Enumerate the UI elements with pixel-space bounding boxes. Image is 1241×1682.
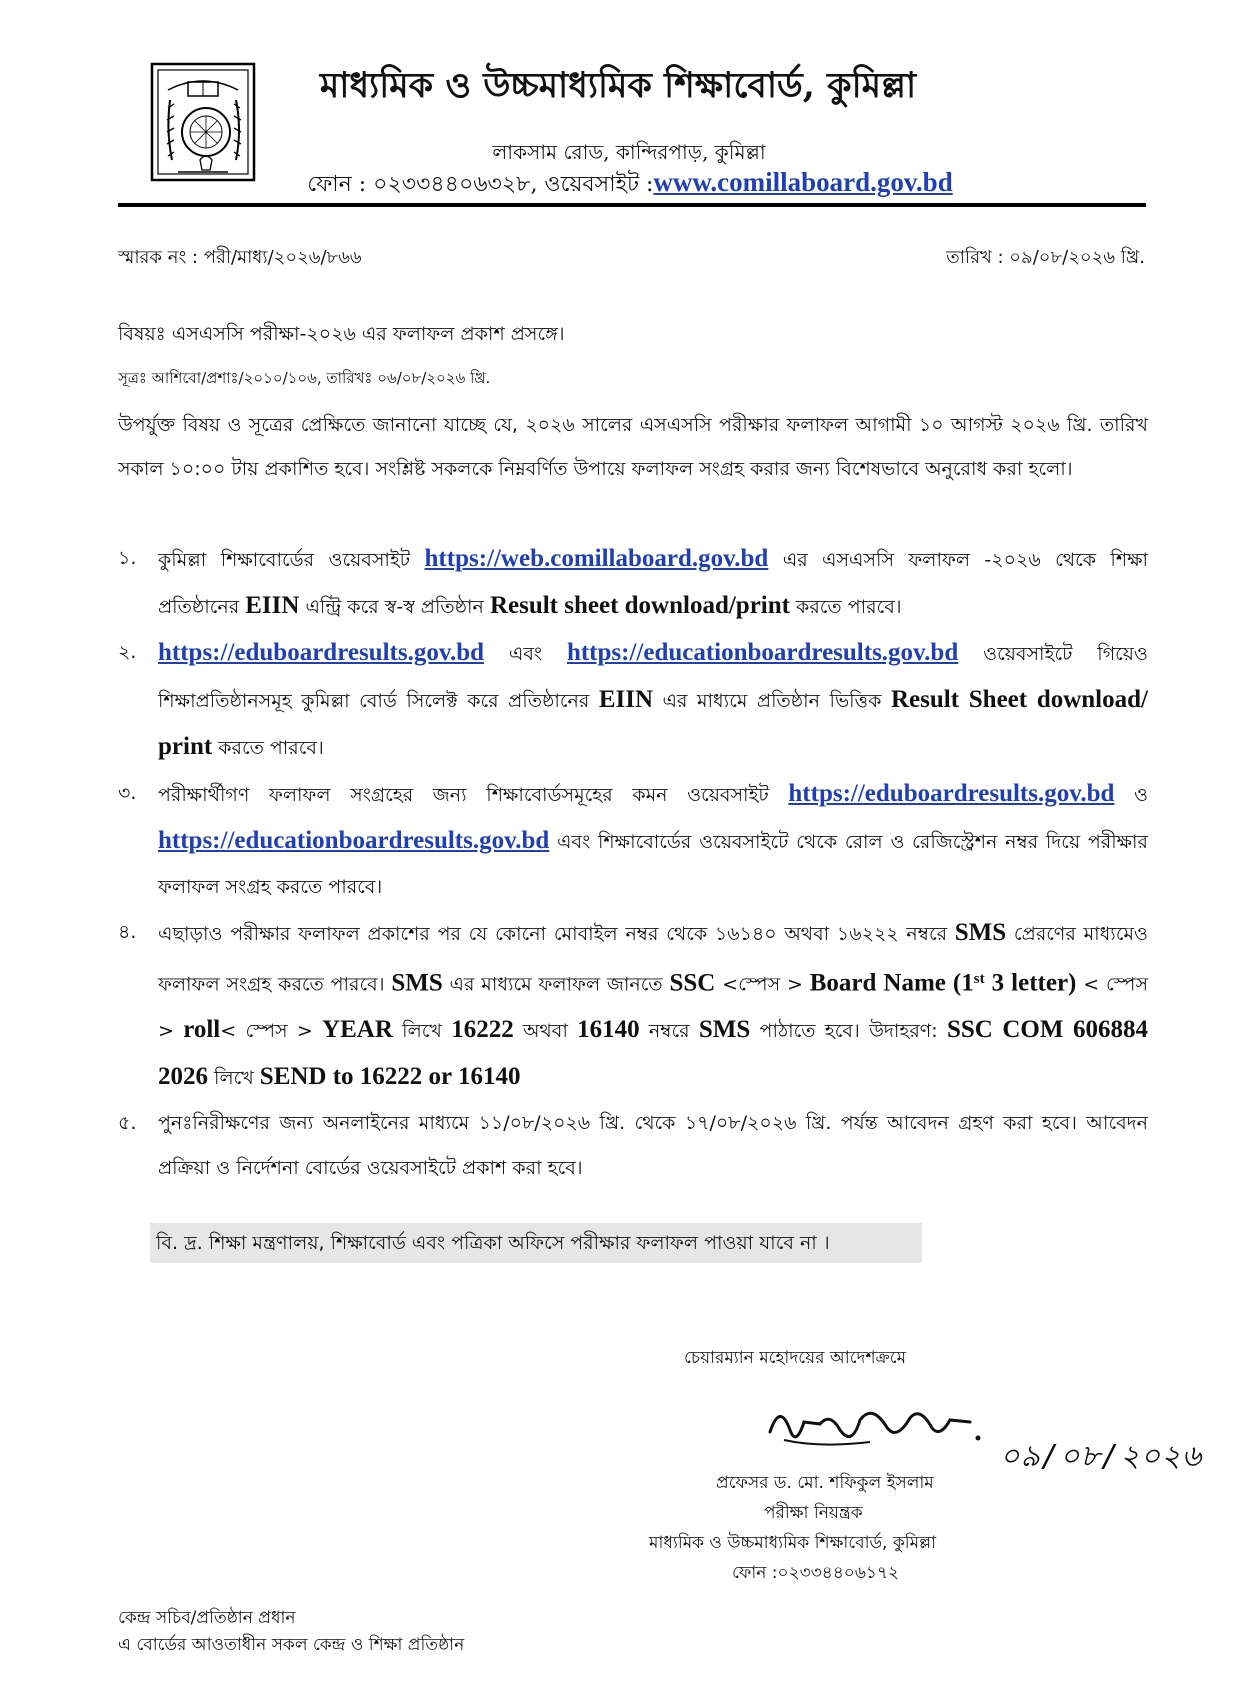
item-number: ২.: [118, 641, 137, 663]
memo-number: স্মারক নং : পরী/মাধ্য/২০২৬/৮৬৬: [118, 247, 362, 268]
list-item: [118, 1101, 1148, 1191]
board-seal-logo-icon: [148, 60, 258, 184]
item-number: ৫.: [118, 1112, 137, 1135]
signatory-organization: মাধ্যমিক ও উচ্চমাধ্যমিক শিক্ষাবোর্ড, কুমিল্লা: [649, 1533, 937, 1553]
item-text: করতে পারবে।: [789, 596, 902, 618]
item-text: প্রেরণের মাধ্যমেও ফলাফল সংগ্রহ করতে পারবে।: [158, 923, 1148, 996]
recipient-line: এ বোর্ডের আওতাধীন সকল কেন্দ্র ও শিক্ষা প্রতিষ্ঠান: [118, 1635, 465, 1655]
item-text: <স্পেস >: [715, 973, 810, 996]
phone-label: ফোন : ০২৩৩৪৪০৬৩২৮, ওয়েবসাইট :: [307, 172, 654, 197]
item-number: ৪.: [118, 921, 137, 943]
signatory-title: পরীক্ষা নিয়ন্ত্রক: [764, 1503, 863, 1523]
item-text: এছাড়াও পরীক্ষার ফলাফল প্রকাশের পর যে কোনো মোবাইল নম্বর থেকে ১৬১৪০ অথবা ১৬২২২ নম্বরে: [158, 923, 955, 945]
item-text: পরীক্ষার্থীগণ ফলাফল সংগ্রহের জন্য শিক্ষাবোর্ডসমূহের কমন ওয়েবসাইট: [158, 784, 789, 806]
item-text: এবং: [484, 643, 567, 665]
item-text: করতে পারবে।: [212, 737, 324, 759]
board-title: মাধ্যমিক ও উচ্চমাধ্যমিক শিক্ষাবোর্ড, কুমিল্লা: [319, 65, 917, 106]
eduboardresults-link[interactable]: https://eduboardresults.gov.bd: [158, 639, 485, 666]
item-text: < স্পেস >: [220, 1020, 323, 1043]
list-item: [118, 630, 1148, 771]
item-text: ওয়েবসাইটে গিয়েও শিক্ষাপ্রতিষ্ঠানসমূহ কুমিল্লা বোর্ড সিলেক্ট করে প্রতিষ্ঠানের: [158, 643, 1148, 712]
item-text: লিখে: [208, 1067, 260, 1090]
item-text: লিখে: [392, 1020, 452, 1043]
handwritten-date: ০৯/০৮/২০২৬: [1000, 1439, 1203, 1474]
header-divider: [118, 203, 1146, 207]
notice-subject: বিষয়ঃ এসএসসি পরীক্ষা-২০২৬ এর ফলাফল প্রকাশ প্রসঙ্গে।: [118, 323, 565, 345]
item-bold-text: roll: [183, 1016, 221, 1044]
educationboardresults-link[interactable]: https://educationboardresults.gov.bd: [566, 639, 959, 666]
board-address: লাকসাম রোড, কান্দিরপাড়, কুমিল্লা: [492, 140, 766, 164]
item-bold-text: Result sheet download/print: [489, 592, 790, 619]
item-text: অথবা: [513, 1020, 578, 1043]
educationboardresults-link[interactable]: https://educationboardresults.gov.bd: [158, 827, 550, 854]
notice-date: তারিখ : ০৯/০৮/২০২৬ খ্রি.: [946, 247, 1145, 268]
item-bold-text: SMS: [391, 969, 443, 997]
item-text: ও: [1114, 784, 1148, 806]
list-item: [118, 536, 1148, 630]
item-bold-text: YEAR: [322, 1016, 393, 1044]
handwritten-signature-icon: [760, 1392, 1010, 1462]
item-bold-text: EIIN: [245, 592, 300, 619]
signature-order-line: চেয়ারম্যান মহোদয়ের আদেশক্রমে: [684, 1348, 907, 1368]
item-text: এর এসএসসি ফলাফল -২০২৬ থেকে শিক্ষা প্রতিষ্ঠানের: [158, 549, 1148, 618]
recipient-line: কেন্দ্র সচিব/প্রতিষ্ঠান প্রধান: [118, 1608, 296, 1628]
item-bold-text: SMS: [698, 1016, 751, 1044]
item-bold-text: 3 letter): [984, 969, 1077, 997]
item-bold-text: Board Name (1: [809, 969, 974, 997]
item-bold-text: SSC COM 606884 2026: [158, 1016, 1148, 1091]
intro-paragraph: উপর্যুক্ত বিষয় ও সূত্রের প্রেক্ষিতে জানানো যাচ্ছে যে, ২০২৬ সালের এসএসসি পরীক্ষার ফলাফল আগামী ১০ আগস্ট ২০২৬ খ্রি. তারিখ সকাল ১০:০০ টায় প্রকাশিত হবে। সংশ্লিষ্ট সকলকে নিম্নবর্ণিত উপায়ে ফলাফল সংগ্রহ করার জন্য বিশেষভাবে অনুরোধ করা হলো।: [118, 414, 1148, 480]
item-bold-text: EIIN: [598, 686, 654, 713]
item-bold-text: SMS: [954, 919, 1007, 946]
item-bold-text: Result Sheet download/ print: [158, 686, 1148, 760]
signatory-name: প্রফেসর ড. মো. শফিকুল ইসলাম: [716, 1473, 934, 1493]
item-text: কুমিল্লা শিক্ষাবোর্ডের ওয়েবসাইট: [158, 549, 425, 571]
list-item: [118, 910, 1148, 1101]
website-link[interactable]: www.comillaboard.gov.bd: [653, 167, 953, 197]
instruction-list: [118, 536, 1148, 1191]
item-bold-text: SEND to 16222 or 16140: [259, 1063, 521, 1091]
item-number: ৩.: [118, 782, 137, 804]
comillaboard-result-link[interactable]: https://web.comillaboard.gov.bd: [424, 545, 769, 572]
item-bold-text: 16222: [451, 1016, 514, 1044]
eduboardresults-link[interactable]: https://eduboardresults.gov.bd: [788, 780, 1115, 807]
item-text: এর মাধ্যমে ফলাফল জানতে: [442, 973, 670, 996]
item-text: পাঠাতে হবে। উদাহরণ:: [750, 1020, 947, 1043]
board-contact: [230, 167, 1030, 204]
item-bold-text: 16140: [577, 1016, 640, 1044]
important-note: বি. দ্র. শিক্ষা মন্ত্রণালয়, শিক্ষাবোর্ড এবং পত্রিকা অফিসে পরীক্ষার ফলাফল পাওয়া যাবে না ।: [150, 1223, 922, 1263]
item-text: এন্ট্রি করে স্ব-স্ব প্রতিষ্ঠান: [299, 596, 490, 618]
item-text: < স্পেস >: [158, 973, 1149, 1043]
item-superscript: st: [973, 971, 985, 987]
signatory-phone: ফোন :০২৩৩৪৪০৬১৭২: [732, 1563, 900, 1583]
item-text: নম্বরে: [639, 1020, 699, 1043]
item-number: ১.: [118, 547, 137, 569]
item-text: পুনঃনিরীক্ষণের জন্য অনলাইনের মাধ্যমে ১১/০৮/২০২৬ খ্রি. থেকে ১৭/০৮/২০২৬ খ্রি. পর্যন্ত আবেদন গ্রহণ করা হবে। আবেদন প্রক্রিয়া ও নির্দেশনা বোর্ডের ওয়েবসাইটে প্রকাশ করা হবে।: [158, 1112, 1148, 1180]
notice-reference: সূত্রঃ আশিবো/প্রশাঃ/২০১০/১০৬, তারিখঃ ০৬/০৮/২০২৬ খ্রি.: [118, 369, 491, 387]
item-text: এবং শিক্ষাবোর্ডের ওয়েবসাইটে থেকে রোল ও রেজিস্ট্রেশন নম্বর দিয়ে পরীক্ষার ফলাফল সংগ্রহ করতে পারবে।: [158, 831, 1148, 898]
item-bold-text: SSC: [669, 969, 716, 997]
list-item: [118, 771, 1148, 910]
item-text: এর মাধ্যমে প্রতিষ্ঠান ভিত্তিক: [653, 690, 891, 712]
